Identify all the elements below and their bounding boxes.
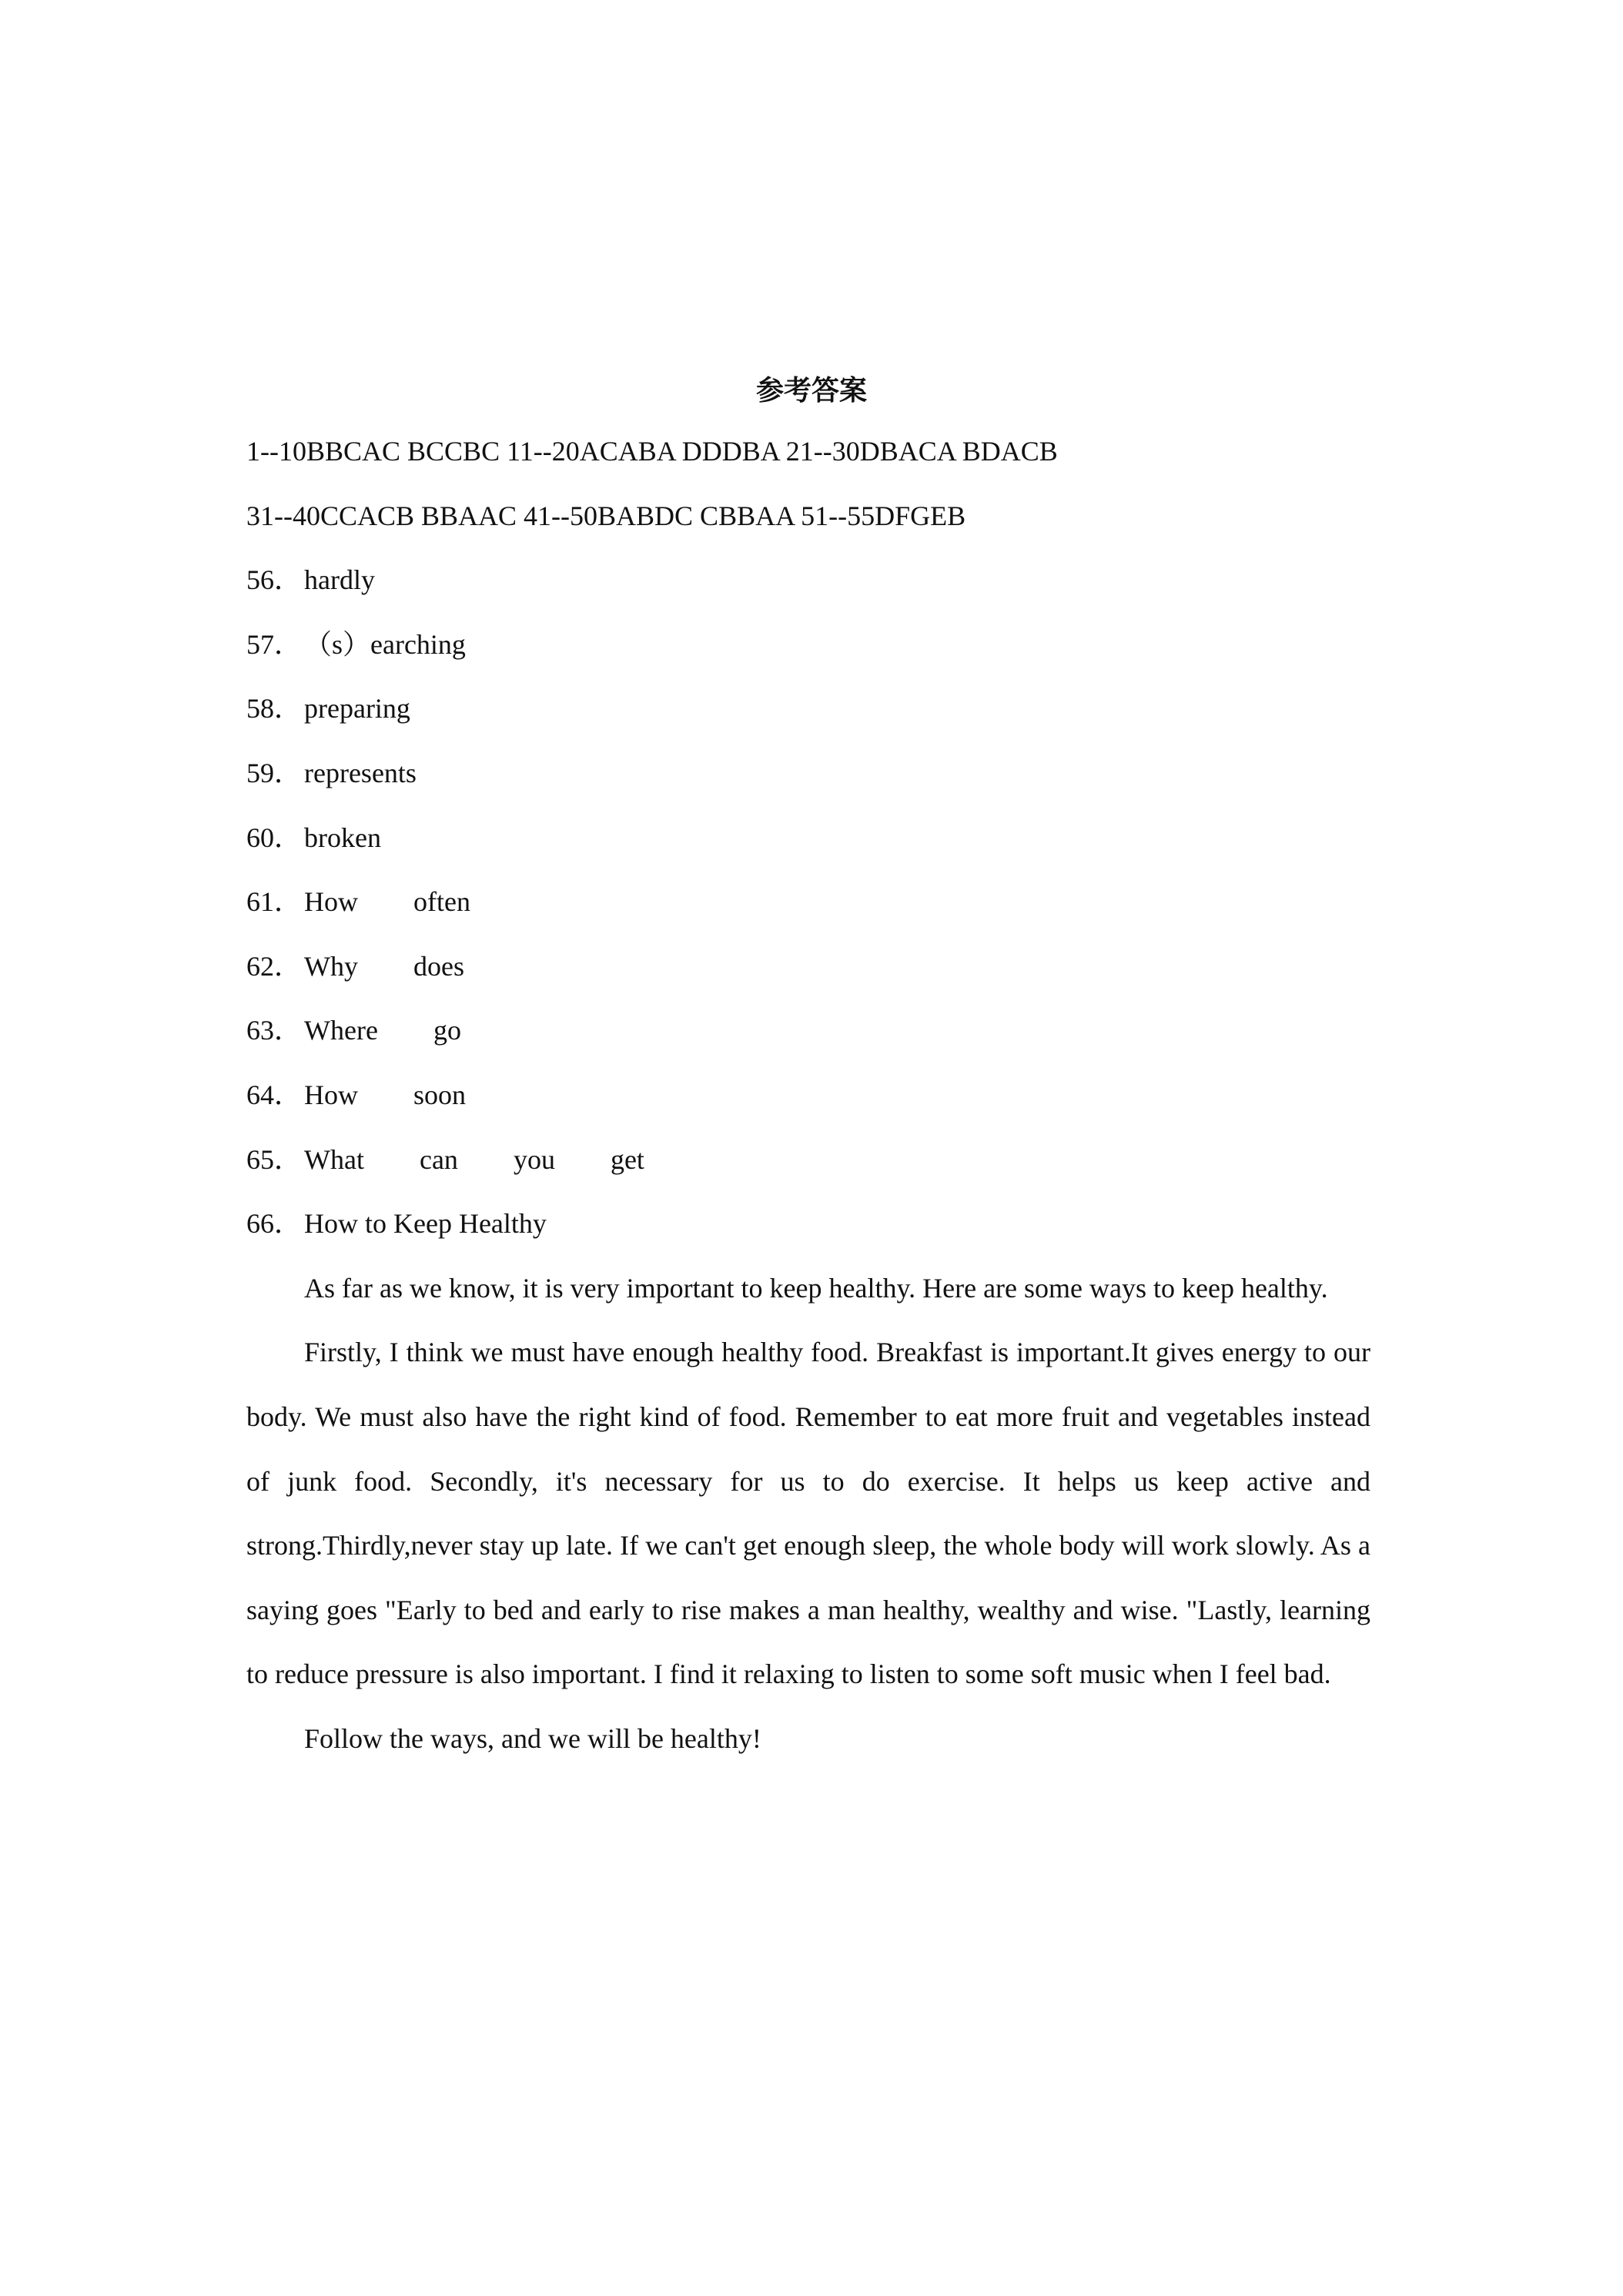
essay-paragraph-3: Follow the ways, and we will be healthy! — [304, 1722, 761, 1754]
answer-item-65 — [246, 1128, 1370, 1193]
item-word: Why — [304, 950, 358, 982]
item-number: 57． — [246, 628, 303, 660]
item-number: 61． — [246, 886, 303, 918]
answer-item-58 — [246, 677, 1370, 741]
answer-item-66 — [246, 1192, 1370, 1257]
item-word: （s）earching — [304, 628, 466, 660]
item-word: What — [304, 1143, 364, 1175]
essay-paragraph-2: Firstly, I think we must have enough healthy food. Breakfast is important.It gives energy to our body. We must also have the right kind of food. Remember to eat more fruit and vegetables instead of junk food. Secondly, it's necessary for us to do exercise. It helps us keep active and strong.Thirdly,never stay up late. If we can't get enough sleep, the whole body will work slowly. As a saying goes "Early to bed and early to rise makes a man healthy, wealthy and wise. "Lastly, learning to reduce pressure is also important. I find it relaxing to listen to some soft music when I feel bad. — [246, 1337, 1370, 1690]
answer-item-61 — [246, 870, 1370, 935]
answer-item-57 — [246, 613, 1370, 678]
item-word: hardly — [304, 564, 375, 596]
answer-line: 1--10BBCAC BCCBC 11--20ACABA DDDBA 21--30DBACA BDACB — [246, 436, 1058, 467]
item-number: 58． — [246, 693, 303, 725]
item-number: 60． — [246, 822, 303, 853]
answer-item-64 — [246, 1063, 1370, 1128]
item-word: represents — [304, 757, 417, 788]
item-word: often — [413, 886, 470, 918]
item-word: soon — [413, 1079, 467, 1110]
item-number: 64． — [246, 1079, 303, 1110]
item-word: get — [610, 1143, 644, 1175]
item-number: 65． — [246, 1143, 303, 1175]
item-word: broken — [304, 822, 381, 853]
item-number: 62． — [246, 950, 303, 982]
item-word: preparing — [304, 693, 410, 725]
item-word: can — [419, 1143, 458, 1175]
answer-item-56 — [246, 548, 1370, 613]
answer-item-60 — [246, 806, 1370, 871]
answer-content — [246, 420, 1370, 1771]
answer-item-63 — [246, 999, 1370, 1063]
item-word: Where — [304, 1015, 378, 1046]
answer-line: 31--40CCACB BBAAC 41--50BABDC CBBAA 51--55DFGEB — [246, 500, 966, 531]
item-word: does — [413, 950, 464, 982]
page-title: 参考答案 — [755, 375, 867, 407]
item-word: you — [513, 1143, 555, 1175]
item-number: 66． — [246, 1208, 303, 1240]
item-number: 56． — [246, 564, 303, 596]
answer-item-59 — [246, 741, 1370, 806]
item-word: go — [433, 1015, 461, 1046]
item-word: How — [304, 1079, 358, 1110]
essay-title: How to Keep Healthy — [304, 1208, 547, 1240]
item-word: How — [304, 886, 358, 918]
item-number: 59． — [246, 757, 303, 788]
essay-paragraph-1: As far as we know, it is very important to keep healthy. Here are some ways to keep healthy. — [304, 1272, 1328, 1304]
answer-item-62 — [246, 935, 1370, 999]
item-number: 63． — [246, 1015, 303, 1046]
